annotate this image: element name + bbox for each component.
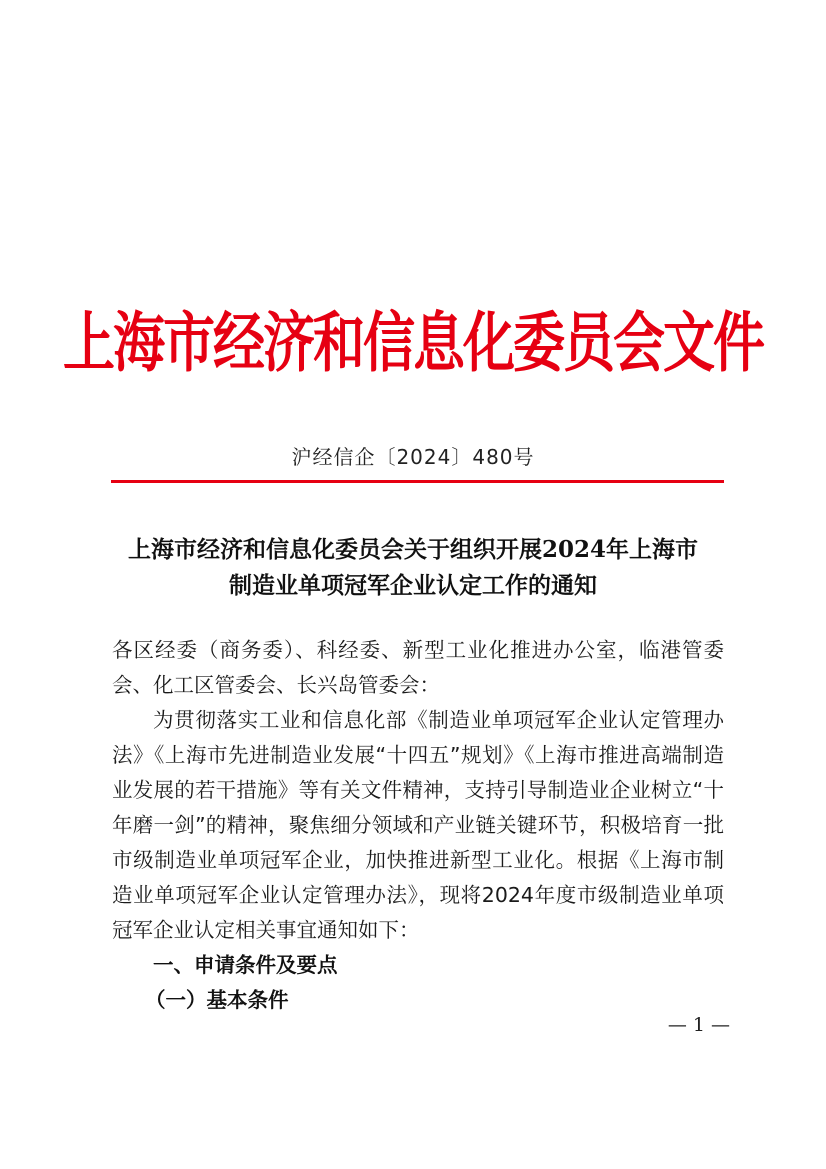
red-separator-line [111, 480, 724, 483]
recipients-paragraph: 各区经委（商务委）、科经委、新型工业化推进办公室，临港管委会、化工区管委会、长兴岛管委会： [112, 638, 724, 697]
issuing-authority-header: 上海市经济和信息化委员会文件 [62, 305, 763, 382]
document-title-line-2: 制造业单项冠军企业认定工作的通知 [229, 572, 597, 599]
subsection-heading-1: （一）基本条件 [145, 988, 289, 1012]
document-title-line-1: 上海市经济和信息化委员会关于组织开展2024年上海市 [127, 536, 698, 563]
page-number: — 1 — [667, 1014, 730, 1036]
document-title [100, 532, 726, 604]
body-paragraph: 为贯彻落实工业和信息化部《制造业单项冠军企业认定管理办法》《上海市先进制造业发展“十四五”规划》《上海市推进高端制造业发展的若干措施》等有关文件精神，支持引导制造业企业树立“十年磨一剑”的精神，聚焦细分领域和产业链关键环节，积极培育一批市级制造业单项冠军企业，加快推进新型工业化。根据《上海市制造业单项冠军企业认定管理办法》，现将2024年度市级制造业单项冠军企业认定相关事宜通知如下： [112, 708, 724, 942]
section-heading-1: 一、申请条件及要点 [153, 953, 338, 977]
document-number: 沪经信企〔2024〕480号 [291, 445, 535, 469]
